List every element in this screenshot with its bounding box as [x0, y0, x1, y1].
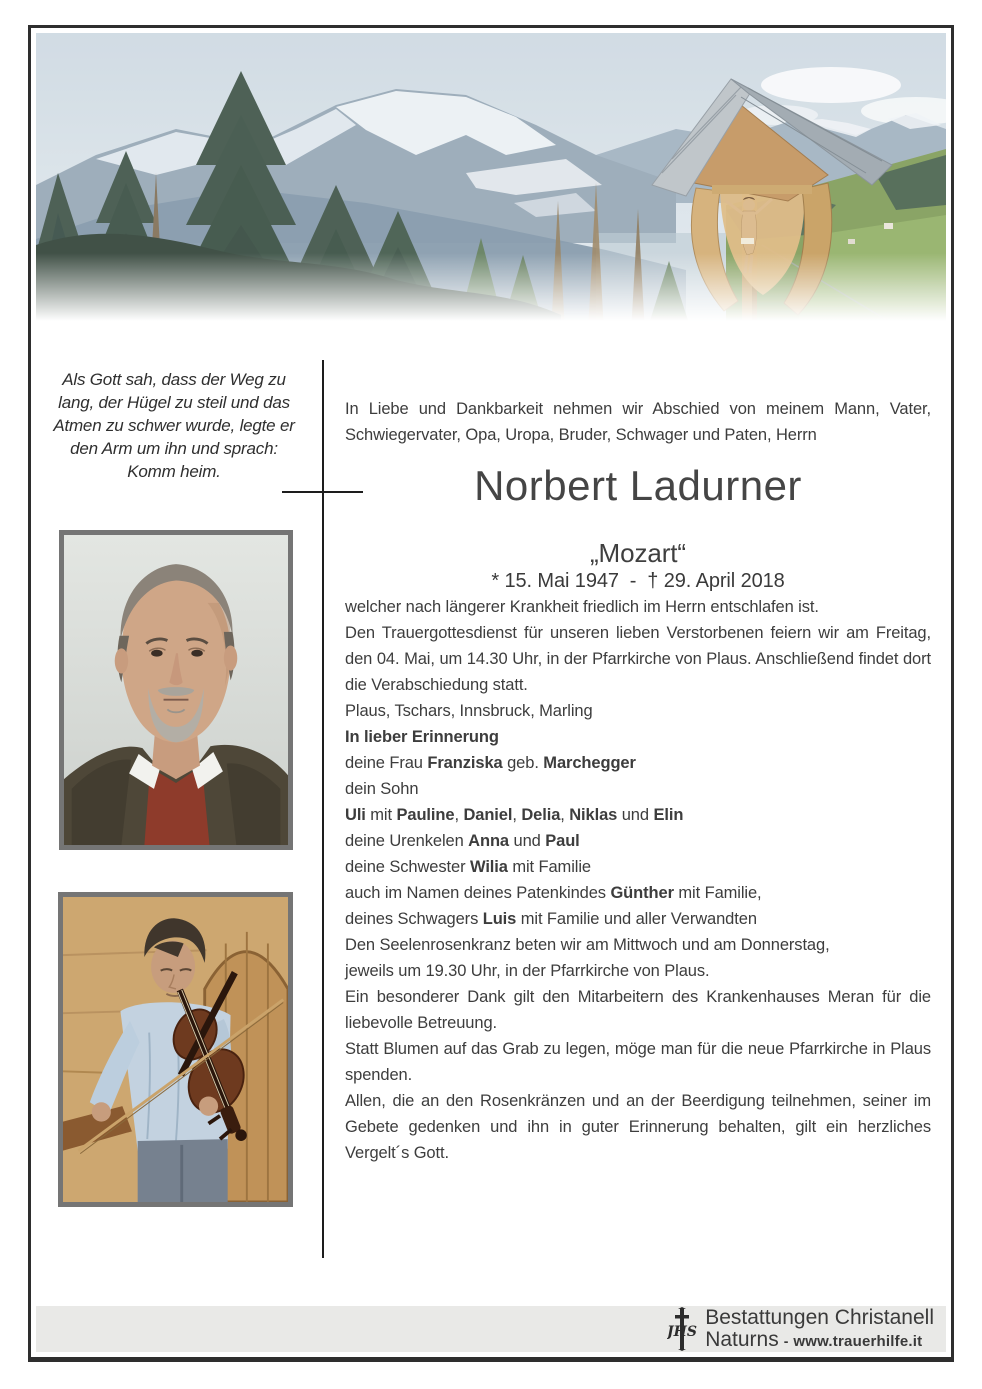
birth-death-dates: * 15. Mai 1947 - † 29. April 2018: [491, 570, 785, 593]
panorama-photo-mountains-crucifix: [36, 33, 946, 333]
passing-line: welcher nach längerer Krankheit friedlich im Herrn entschlafen ist.: [345, 598, 819, 617]
godchild-line: auch im Namen deines Patenkindes Günther mit Familie,: [345, 884, 762, 903]
intro-paragraph: In Liebe und Dankbarkeit nehmen wir Abschied von meinem Mann, Vater, Schwiegervater, Opa, Uropa, Bruder, Schwager und Paten, Herrn: [345, 400, 931, 444]
godchild-block: [345, 880, 931, 932]
funeral-home-website: www.trauerhilfe.it: [793, 1332, 923, 1350]
rosary-paragraph: Den Seelenrosenkranz beten wir am Mittwoch und am Donnerstag, jeweils um 19.30 Uhr, in der Pfarrkirche von Plaus.: [345, 936, 830, 981]
cross-divider-vertical: [322, 360, 324, 1258]
deceased-name: Norbert Ladurner: [474, 462, 802, 509]
brother-in-law-line: deines Schwagers Luis mit Familie und aller Verwandten: [345, 910, 757, 929]
gratitude-paragraph: Allen, die an den Rosenkränzen und an der Beerdigung teilnehmen, seiner im Gebete gedenken und ihn in guter Erinnerung behalten, gilt ein herzliches Vergelt´s Gott.: [345, 1092, 931, 1163]
portrait-illustration: [64, 535, 288, 845]
thanks-paragraph: Ein besonderer Dank gilt den Mitarbeitern des Krankenhauses Meran für die liebevolle Betreuung.: [345, 988, 931, 1033]
funeral-home-footer: [36, 1306, 946, 1352]
funeral-home-logo: [667, 1307, 946, 1352]
places-line: Plaus, Tschars, Innsbruck, Marling: [345, 702, 593, 721]
funeral-home-location: Naturns: [705, 1327, 779, 1351]
funeral-home-text: [705, 1307, 934, 1352]
violin-photo: [58, 892, 293, 1207]
great-grandchildren-line: deine Urenkelen Anna und Paul: [345, 832, 580, 851]
footer-separator: -: [783, 1332, 789, 1349]
funeral-home-location-url: [705, 1329, 934, 1352]
flowers-paragraph: Statt Blumen auf das Grab zu legen, möge man für die neue Pfarrkirche in Plaus spenden.: [345, 1040, 931, 1085]
funeral-home-name: Bestattungen Christanell: [705, 1305, 934, 1329]
wife-line: deine Frau Franziska geb. Marchegger: [345, 754, 636, 773]
son-block: [345, 776, 931, 828]
ihs-cross-icon: [667, 1307, 697, 1351]
panorama-bottom-fade: [36, 253, 946, 333]
announcement-column: [345, 396, 931, 1166]
memory-heading: In lieber Erinnerung: [345, 728, 499, 747]
son-label: dein Sohn: [345, 780, 419, 799]
sister-line: deine Schwester Wilia mit Familie: [345, 858, 591, 877]
svg-text:JHS: JHS: [667, 1324, 698, 1340]
memorial-poem: Als Gott sah, dass der Weg zu lang, der Hügel zu steil und das Atmen zu schwer wurde, legte er den Arm um ihn und sprach: Komm heim.: [53, 370, 295, 481]
portrait-photo: [59, 530, 293, 850]
service-paragraph: Den Trauergottesdienst für unseren lieben Verstorbenen feiern wir am Freitag, den 04. Mai, um 14.30 Uhr, in der Pfarrkirche von Plaus. Anschließend findet dort die Verabschiedung statt.: [345, 624, 931, 695]
deceased-nickname: „Mozart“: [590, 538, 686, 569]
violin-illustration: [63, 897, 288, 1202]
son-names: Uli mit Pauline, Daniel, Delia, Niklas und Elin: [345, 806, 684, 825]
